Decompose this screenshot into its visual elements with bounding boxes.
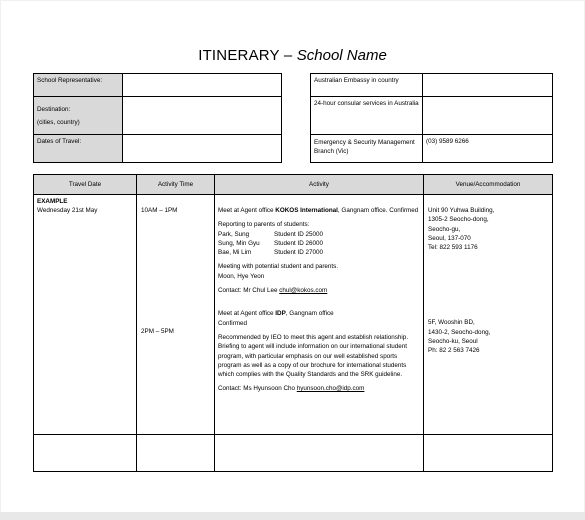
- title-main: ITINERARY –: [198, 47, 297, 64]
- activity-time-cell[interactable]: [137, 195, 215, 435]
- school-representative-label: School Representative:: [34, 74, 123, 97]
- slot2-confirmed: Confirmed: [218, 319, 248, 327]
- dates-of-travel-field[interactable]: [123, 135, 282, 163]
- slot2-contact: Contact: Ms Hyunsoon Cho hyunsoon.cho@idp.com: [218, 385, 365, 393]
- consular-services-field[interactable]: [423, 97, 553, 135]
- destination-field[interactable]: [123, 97, 282, 135]
- australian-embassy-label: Australian Embassy in country: [311, 74, 423, 97]
- consular-services-label: 24-hour consular services in Australia: [311, 97, 423, 135]
- slot2-venue: 5F, Wooshin BD, 1430-2, Seocho-dong, Seocho-ku, Seoul Ph: 82 2 563 7426: [428, 319, 491, 355]
- student-row: Bae, Mi Lim Student ID 27000: [218, 249, 324, 257]
- travel-date-cell[interactable]: [34, 195, 137, 435]
- header-activity-time: Activity Time: [137, 175, 215, 195]
- header-activity: Activity: [215, 175, 424, 195]
- slot2-recommendation: Recommended by IEO to meet this agent and establish relationship. Briefing to agent will include information on our international student program, with particular emphasis on our well established sports program as well as a copy of our brochure for international students which complies with the Quality Standards and the SRK guideline.: [218, 333, 409, 379]
- student-row: Park, Sung Student ID 25000: [218, 230, 324, 238]
- representative-info-table: [33, 73, 282, 163]
- slot1-time: 10AM – 1PM: [141, 207, 178, 214]
- australian-embassy-field[interactable]: [423, 74, 553, 97]
- example-date: Wednesday 21st May: [37, 207, 98, 215]
- itinerary-table: [33, 174, 553, 472]
- destination-label: Destination: (cities, country): [34, 97, 123, 135]
- empty-cell[interactable]: [424, 435, 553, 472]
- school-representative-field[interactable]: [123, 74, 282, 97]
- empty-cell[interactable]: [34, 435, 137, 472]
- slot2-meet: Meet at Agent office IDP, Gangnam office: [218, 310, 334, 318]
- emergency-branch-label: Emergency & Security Management Branch (Vic): [311, 135, 423, 163]
- slot1-meeting-name: Moon, Hye Yeon: [218, 272, 265, 280]
- slot1-contact-email-link[interactable]: chul@kokos.com: [279, 287, 328, 295]
- slot2-contact-email-link[interactable]: hyunsoon.cho@idp.com: [296, 385, 365, 393]
- slot2-time: 2PM – 5PM: [141, 328, 174, 336]
- activity-cell[interactable]: [215, 195, 424, 435]
- emergency-branch-phone: (03) 9589 6266: [423, 135, 553, 163]
- document-page: [1, 1, 584, 512]
- dates-of-travel-label: Dates of Travel:: [34, 135, 123, 163]
- empty-cell[interactable]: [137, 435, 215, 472]
- example-label: EXAMPLE: [37, 198, 68, 205]
- slot1-venue: Unit 90 Yuhwa Building, 1305-2 Seocho-dong, Seocho-gu, Seoul, 137-070 Tel: 822 593 1176: [428, 207, 495, 252]
- table-row: [34, 435, 553, 472]
- slot1-report: Reporting to parents of students:: [218, 221, 310, 229]
- slot1-meet: Meet at Agent office KOKOS International, Gangnam office. Confirmed: [218, 207, 419, 214]
- header-venue: Venue/Accommodation: [424, 175, 553, 195]
- header-travel-date: Travel Date: [34, 175, 137, 195]
- venue-cell[interactable]: [424, 195, 553, 435]
- table-row: [34, 195, 553, 435]
- empty-cell[interactable]: [215, 435, 424, 472]
- page-title: [1, 47, 584, 64]
- slot1-contact: Contact: Mr Chul Lee chul@kokos.com: [218, 287, 328, 295]
- contacts-info-table: [310, 73, 553, 163]
- page-bottom-gutter: [0, 512, 585, 520]
- title-school-name: School Name: [296, 47, 387, 64]
- slot1-meeting: Meeting with potential student and parents.: [218, 263, 339, 271]
- student-row: Sung, Min Gyu Student ID 26000: [218, 239, 324, 247]
